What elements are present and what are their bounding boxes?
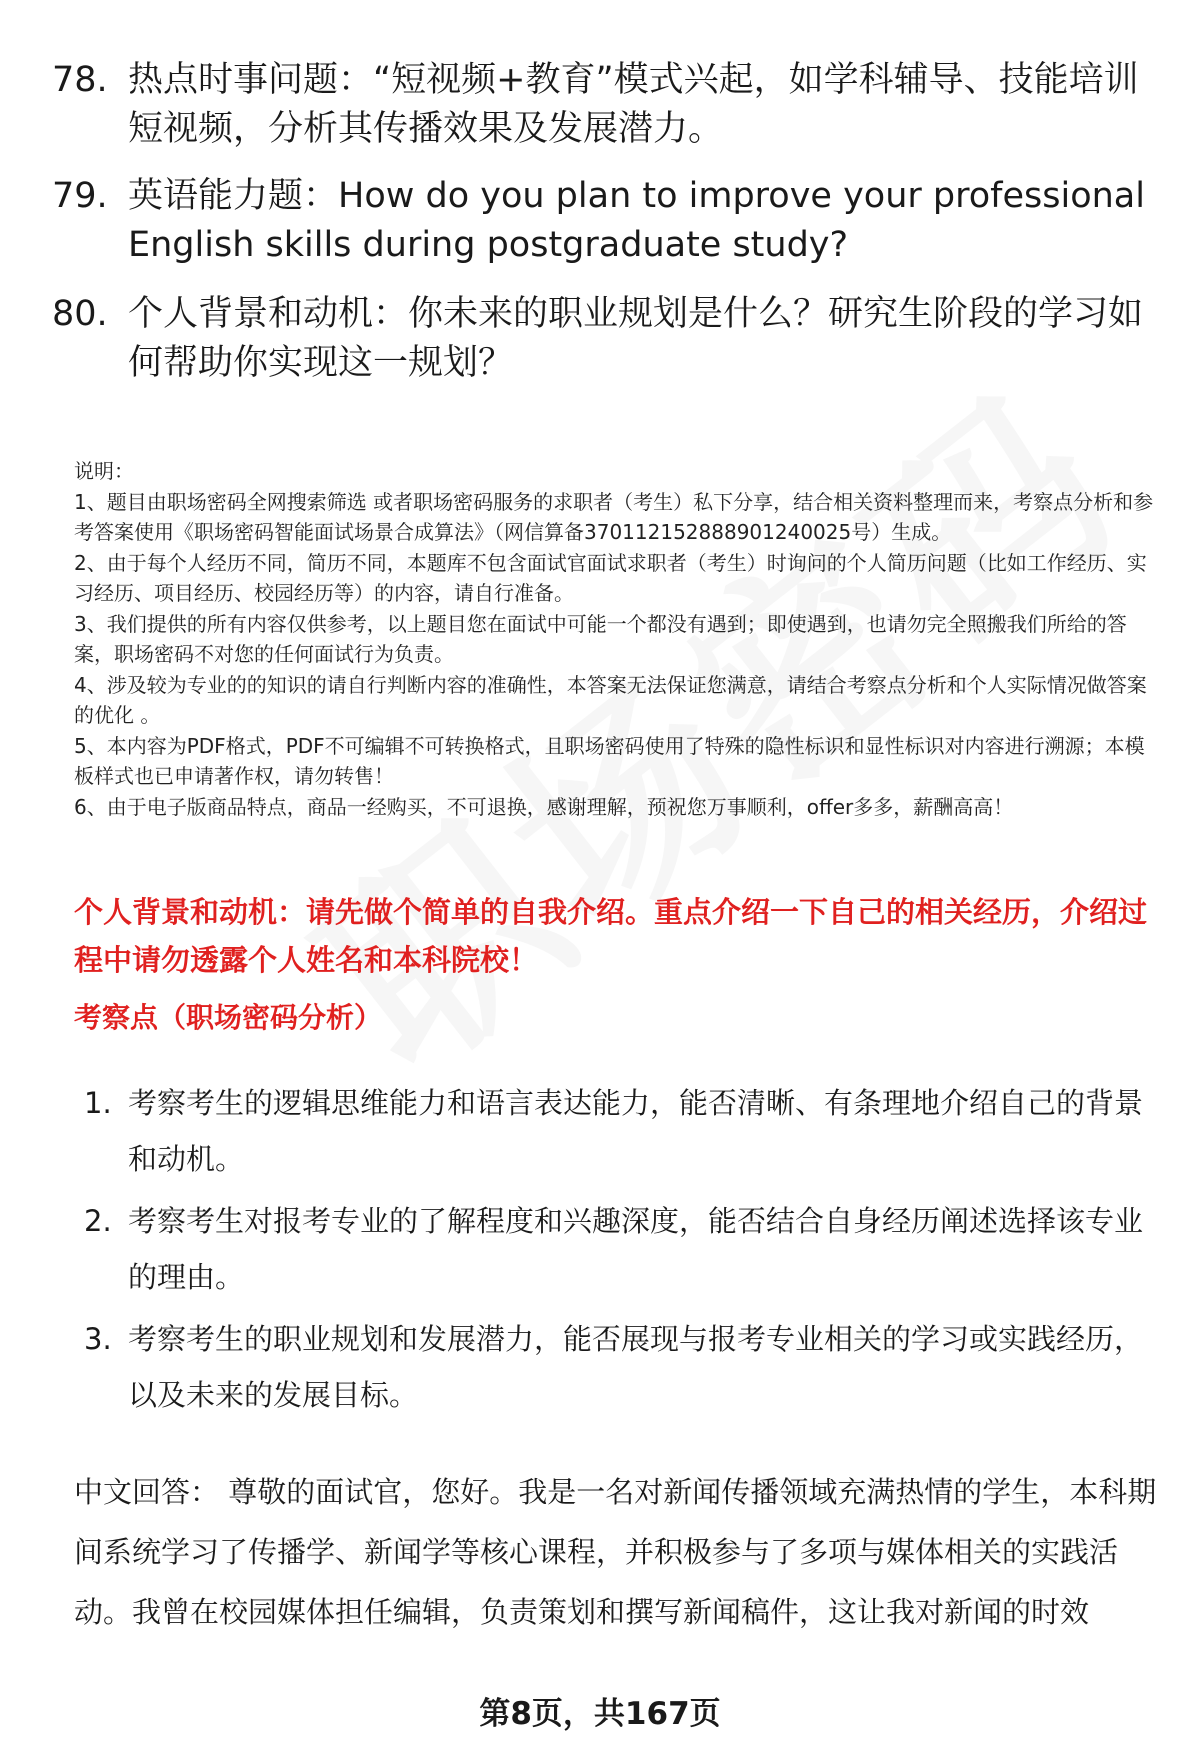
note-item: 5、本内容为PDF格式，PDF不可编辑不可转换格式，且职场密码使用了特殊的隐性标识和显性标识对内容进行溯源；本模板样式也已申请著作权，请勿转售！ xyxy=(74,733,1145,788)
question-number: 78. xyxy=(52,60,108,100)
point-text: 考察考生的职业规划和发展潜力，能否展现与报考专业相关的学习或实践经历，以及未来的发展目标。 xyxy=(128,1322,1144,1412)
question-text: 个人背景和动机：你未来的职业规划是什么？研究生阶段的学习如何帮助你实现这一规划？ xyxy=(128,294,1144,383)
question-text: 英语能力题：How do you plan to improve your professional English skills during postgraduate study? xyxy=(128,176,1145,265)
analysis-point xyxy=(84,1311,1144,1423)
point-number: 3. xyxy=(84,1322,112,1356)
question-78 xyxy=(52,56,1162,154)
analysis-point xyxy=(84,1193,1144,1305)
answer-text: 中文回答： 尊敬的面试官，您好。我是一名对新闻传播领域充满热情的学生，本科期间系统学习了传播学、新闻学等核心课程，并积极参与了多项与媒体相关的实践活动。我曾在校园媒体担任编辑，负责策划和撰写新闻稿件，这让我对新闻的时效 xyxy=(74,1475,1157,1629)
point-number: 2. xyxy=(84,1204,112,1238)
question-number: 80. xyxy=(52,294,108,334)
note-item: 6、由于电子版商品特点，商品一经购买，不可退换，感谢理解，预祝您万事顺利，offer多多，薪酬高高！ xyxy=(74,794,1014,819)
analysis-point xyxy=(84,1075,1144,1187)
section-title: 个人背景和动机：请先做个简单的自我介绍。重点介绍一下自己的相关经历，介绍过程中请勿透露个人姓名和本科院校！ xyxy=(74,895,1148,977)
analysis-heading: 考察点（职场密码分析） xyxy=(74,1001,383,1034)
question-79 xyxy=(52,172,1162,270)
note-item: 3、我们提供的所有内容仅供参考，以上题目您在面试中可能一个都没有遇到；即使遇到，也请勿完全照搬我们所给的答案，职场密码不对您的任何面试行为负责。 xyxy=(74,611,1127,666)
point-text: 考察考生的逻辑思维能力和语言表达能力，能否清晰、有条理地介绍自己的背景和动机。 xyxy=(128,1086,1144,1176)
point-text: 考察考生对报考专业的了解程度和兴趣深度，能否结合自身经历阐述选择该专业的理由。 xyxy=(128,1204,1144,1294)
question-number: 79. xyxy=(52,176,108,216)
question-80 xyxy=(52,290,1162,388)
question-text: 热点时事问题：“短视频+教育”模式兴起，如学科辅导、技能培训短视频，分析其传播效果及发展潜力。 xyxy=(128,60,1139,149)
notes-heading: 说明： xyxy=(74,459,134,483)
point-number: 1. xyxy=(84,1086,112,1120)
page-footer: 第8页，共167页 xyxy=(479,1696,721,1732)
note-item: 2、由于每个人经历不同，简历不同，本题库不包含面试官面试求职者（考生）时询问的个人简历问题（比如工作经历、实习经历、项目经历、校园经历等）的内容，请自行准备。 xyxy=(74,550,1147,605)
analysis-points xyxy=(84,1075,1144,1429)
note-item: 1、题目由职场密码全网搜索筛选 或者职场密码服务的求职者（考生）私下分享，结合相关资料整理而来，考察点分析和参考答案使用《职场密码智能面试场景合成算法》（网信算备370112152888901240025号）生成。 xyxy=(74,489,1154,544)
disclaimer-notes xyxy=(74,456,1164,822)
note-item: 4、涉及较为专业的的知识的请自行判断内容的准确性，本答案无法保证您满意，请结合考察点分析和个人实际情况做答案的优化 。 xyxy=(74,672,1147,727)
